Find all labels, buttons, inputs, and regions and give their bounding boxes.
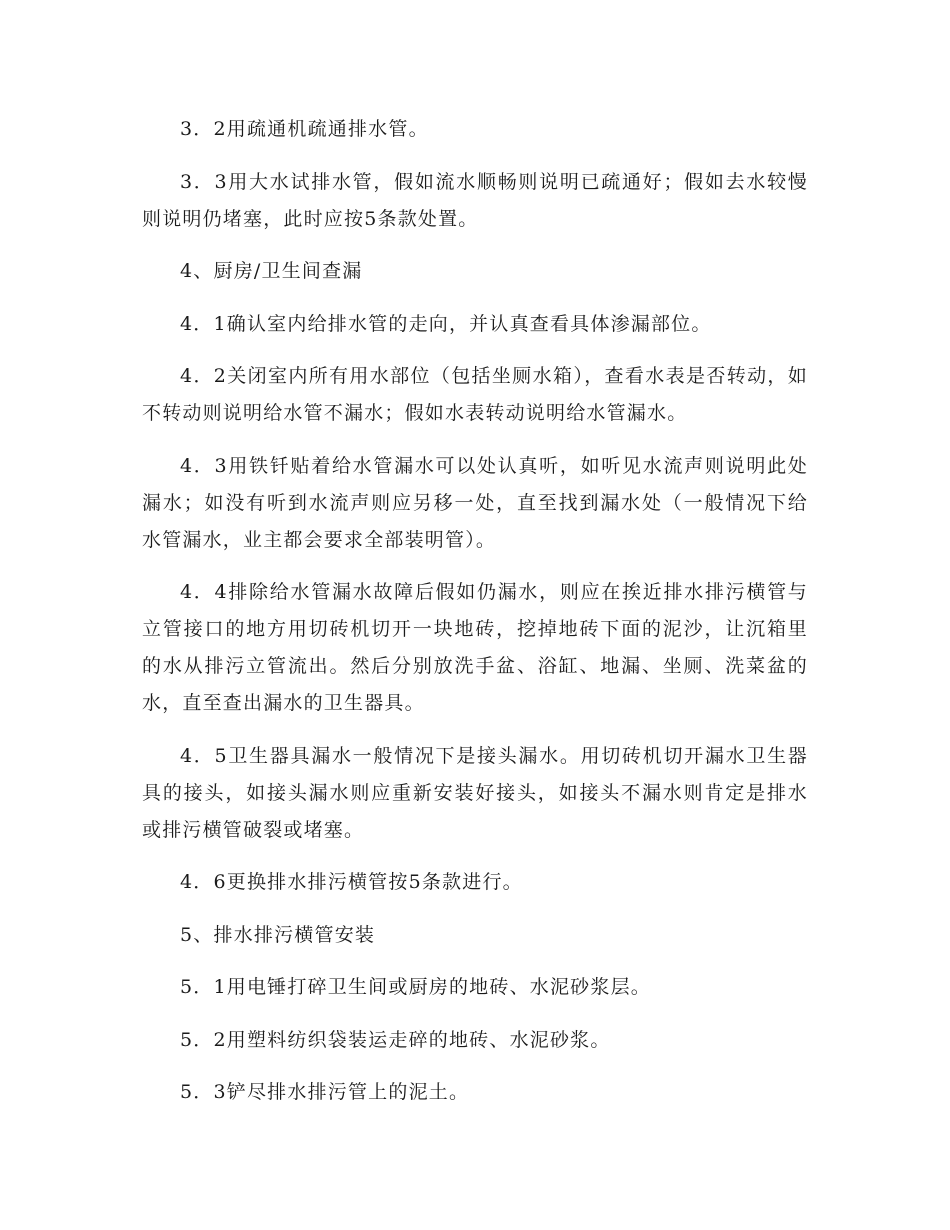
paragraph-4-2: 4．2关闭室内所有用水部位（包括坐厕水箱），查看水表是否转动，如不转动则说明给水管不漏水；假如水表转动说明给水管漏水。 [142, 365, 808, 424]
paragraph-4-1: 4．1确认室内给排水管的走向，并认真查看具体渗漏部位。 [180, 312, 712, 335]
paragraph-3-2: 3．2用疏通机疏通排水管。 [180, 118, 429, 140]
document-body [142, 111, 808, 1127]
paragraph-4-4: 4．4排除给水管漏水故障后假如仍漏水，则应在挨近排水排污横管与立管接口的地方用切砖机切开一块地砖，挖掉地砖下面的泥沙，让沉箱里的水从排污立管流出。然后分别放洗手盆、浴缸、地漏、坐厕、洗菜盆的水，直至查出漏水的卫生器具。 [142, 581, 808, 714]
paragraph-5-2: 5．2用塑料纺织袋装运走碎的地砖、水泥砂浆。 [180, 1028, 611, 1051]
paragraph-4-5: 4．5卫生器具漏水一般情况下是接头漏水。用切砖机切开漏水卫生器具的接头，如接头漏水则应重新安装好接头，如接头不漏水则肯定是排水或排污横管破裂或堵塞。 [142, 744, 808, 841]
paragraph-4-6: 4．6更换排水排污横管按5条款进行。 [180, 871, 523, 893]
paragraph-4-3: 4．3用铁钎贴着给水管漏水可以处认真听，如听见水流声则说明此处漏水；如没有听到水流声则应另移一处，直至找到漏水处（一般情况下给水管漏水，业主都会要求全部装明管）。 [142, 454, 808, 551]
section-heading-5: 5、排水排污横管安装 [180, 923, 376, 946]
paragraph-5-1: 5．1用电锤打碎卫生间或厨房的地砖、水泥砂浆层。 [180, 976, 651, 998]
paragraph-5-3: 5．3铲尽排水排污管上的泥土。 [180, 1081, 470, 1103]
section-heading-4: 4、厨房/卫生间查漏 [180, 260, 363, 282]
paragraph-3-3: 3．3用大水试排水管，假如流水顺畅则说明已疏通好；假如去水较慢则说明仍堵塞，此时应按5条款处置。 [142, 170, 808, 230]
